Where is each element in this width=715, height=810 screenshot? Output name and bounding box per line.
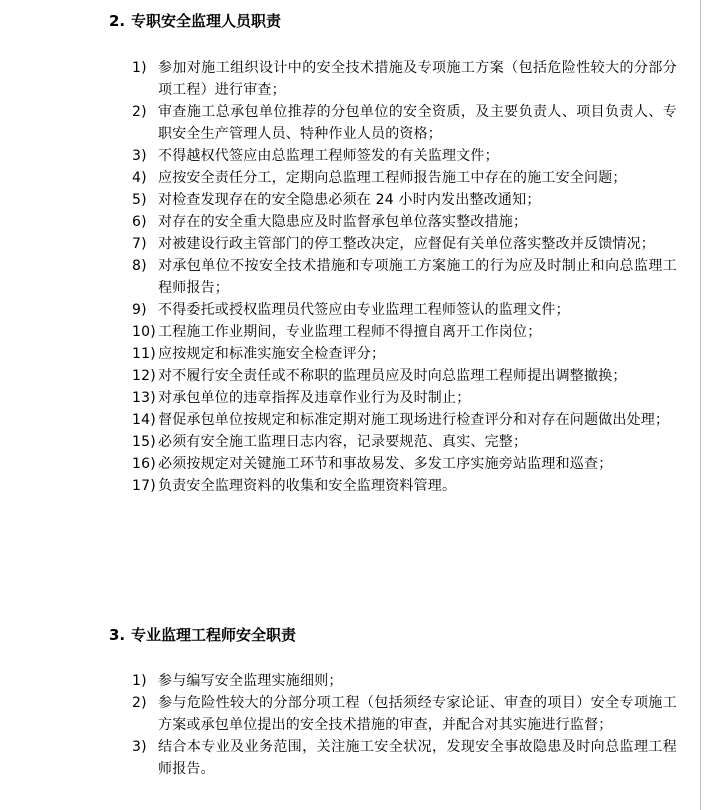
list-item — [132, 365, 677, 387]
list-item — [132, 101, 677, 145]
list-item — [132, 167, 677, 189]
item-text: 必须有安全施工监理日志内容，记录要规范、真实、完整； — [158, 434, 528, 450]
item-number: 2) — [132, 104, 147, 120]
item-text: 必须按规定对关键施工环节和事故易发、多发工序实施旁站监理和巡查； — [158, 456, 613, 472]
section-3-list — [132, 670, 677, 780]
item-text: 结合本专业及业务范围，关注施工安全状况，发现安全事故隐患及时向总监理工程师报告。 — [158, 739, 677, 777]
list-item — [132, 692, 677, 736]
item-number: 7) — [132, 236, 147, 252]
item-text: 不得越权代签应由总监理工程师签发的有关监理文件； — [158, 148, 499, 164]
list-item — [132, 57, 677, 101]
item-number: 1) — [132, 673, 147, 689]
section-3-number: 3. — [109, 626, 126, 644]
item-text: 参与危险性较大的分部分项工程（包括须经专家论证、审查的项目）安全专项施工方案或承包单位提出的安全技术措施的审查，并配合对其实施进行监督； — [158, 695, 677, 733]
section-2-number: 2. — [109, 12, 126, 30]
list-item — [132, 387, 677, 409]
item-number: 3) — [132, 148, 147, 164]
list-item — [132, 211, 677, 233]
item-text: 审查施工总承包单位推荐的分包单位的安全资质，及主要负责人、项目负责人、专职安全生产管理人员、特种作业人员的资格； — [158, 104, 677, 142]
item-text: 不得委托或授权监理员代签应由专业监理工程师签认的监理文件； — [158, 302, 570, 318]
item-text: 参加对施工组织设计中的安全技术措施及专项施工方案（包括危险性较大的分部分项工程）进行审查； — [158, 60, 677, 98]
item-text: 参与编写安全监理实施细则； — [158, 673, 343, 689]
item-number: 6) — [132, 214, 147, 230]
item-number: 16) — [132, 456, 156, 472]
list-item — [132, 321, 677, 343]
item-text: 对不履行安全责任或不称职的监理员应及时向总监理工程师提出调整撤换； — [158, 368, 627, 384]
list-item — [132, 736, 677, 780]
item-number: 14) — [132, 412, 156, 428]
section-3-title: 专业监理工程师安全职责 — [131, 626, 297, 644]
list-item — [132, 189, 677, 211]
list-item — [132, 409, 677, 431]
item-text: 对承包单位的违章指挥及违章作业行为及时制止； — [158, 390, 471, 406]
item-text: 工程施工作业期间，专业监理工程师不得擅自离开工作岗位； — [158, 324, 542, 340]
section-2-heading — [109, 11, 281, 31]
list-item — [132, 670, 677, 692]
item-number: 10) — [132, 324, 156, 340]
list-item — [132, 453, 677, 475]
item-number: 17) — [132, 478, 156, 494]
list-item — [132, 255, 677, 299]
item-number: 15) — [132, 434, 156, 450]
section-2-title: 专职安全监理人员职责 — [131, 12, 282, 30]
item-text: 应按安全责任分工，定期向总监理工程师报告施工中存在的施工安全问题； — [158, 170, 627, 186]
item-number: 3) — [132, 739, 147, 755]
list-item — [132, 343, 677, 365]
item-text: 对被建设行政主管部门的停工整改决定，应督促有关单位落实整改并反馈情况； — [158, 236, 655, 252]
section-2-list — [132, 57, 677, 497]
item-text: 对存在的安全重大隐患应及时监督承包单位落实整改措施； — [158, 214, 528, 230]
item-number: 2) — [132, 695, 147, 711]
item-number: 12) — [132, 368, 156, 384]
item-number: 9) — [132, 302, 147, 318]
item-number: 11) — [132, 346, 156, 362]
item-text: 对承包单位不按安全技术措施和专项施工方案施工的行为应及时制止和向总监理工程师报告； — [158, 258, 677, 296]
list-item — [132, 145, 677, 167]
item-number: 4) — [132, 170, 147, 186]
item-text: 负责安全监理资料的收集和安全监理资料管理。 — [158, 478, 457, 494]
item-number: 5) — [132, 192, 147, 208]
item-number: 1) — [132, 60, 147, 76]
list-item — [132, 299, 677, 321]
item-text: 对检查发现存在的安全隐患必须在 24 小时内发出整改通知； — [158, 192, 541, 208]
page-right-border — [700, 0, 701, 810]
list-item — [132, 431, 677, 453]
item-number: 8) — [132, 258, 147, 274]
section-3-heading — [109, 625, 296, 645]
list-item — [132, 233, 677, 255]
item-text: 应按规定和标准实施安全检查评分； — [158, 346, 386, 362]
list-item — [132, 475, 677, 497]
item-number: 13) — [132, 390, 156, 406]
item-text: 督促承包单位按规定和标准定期对施工现场进行检查评分和对存在问题做出处理； — [158, 412, 670, 428]
